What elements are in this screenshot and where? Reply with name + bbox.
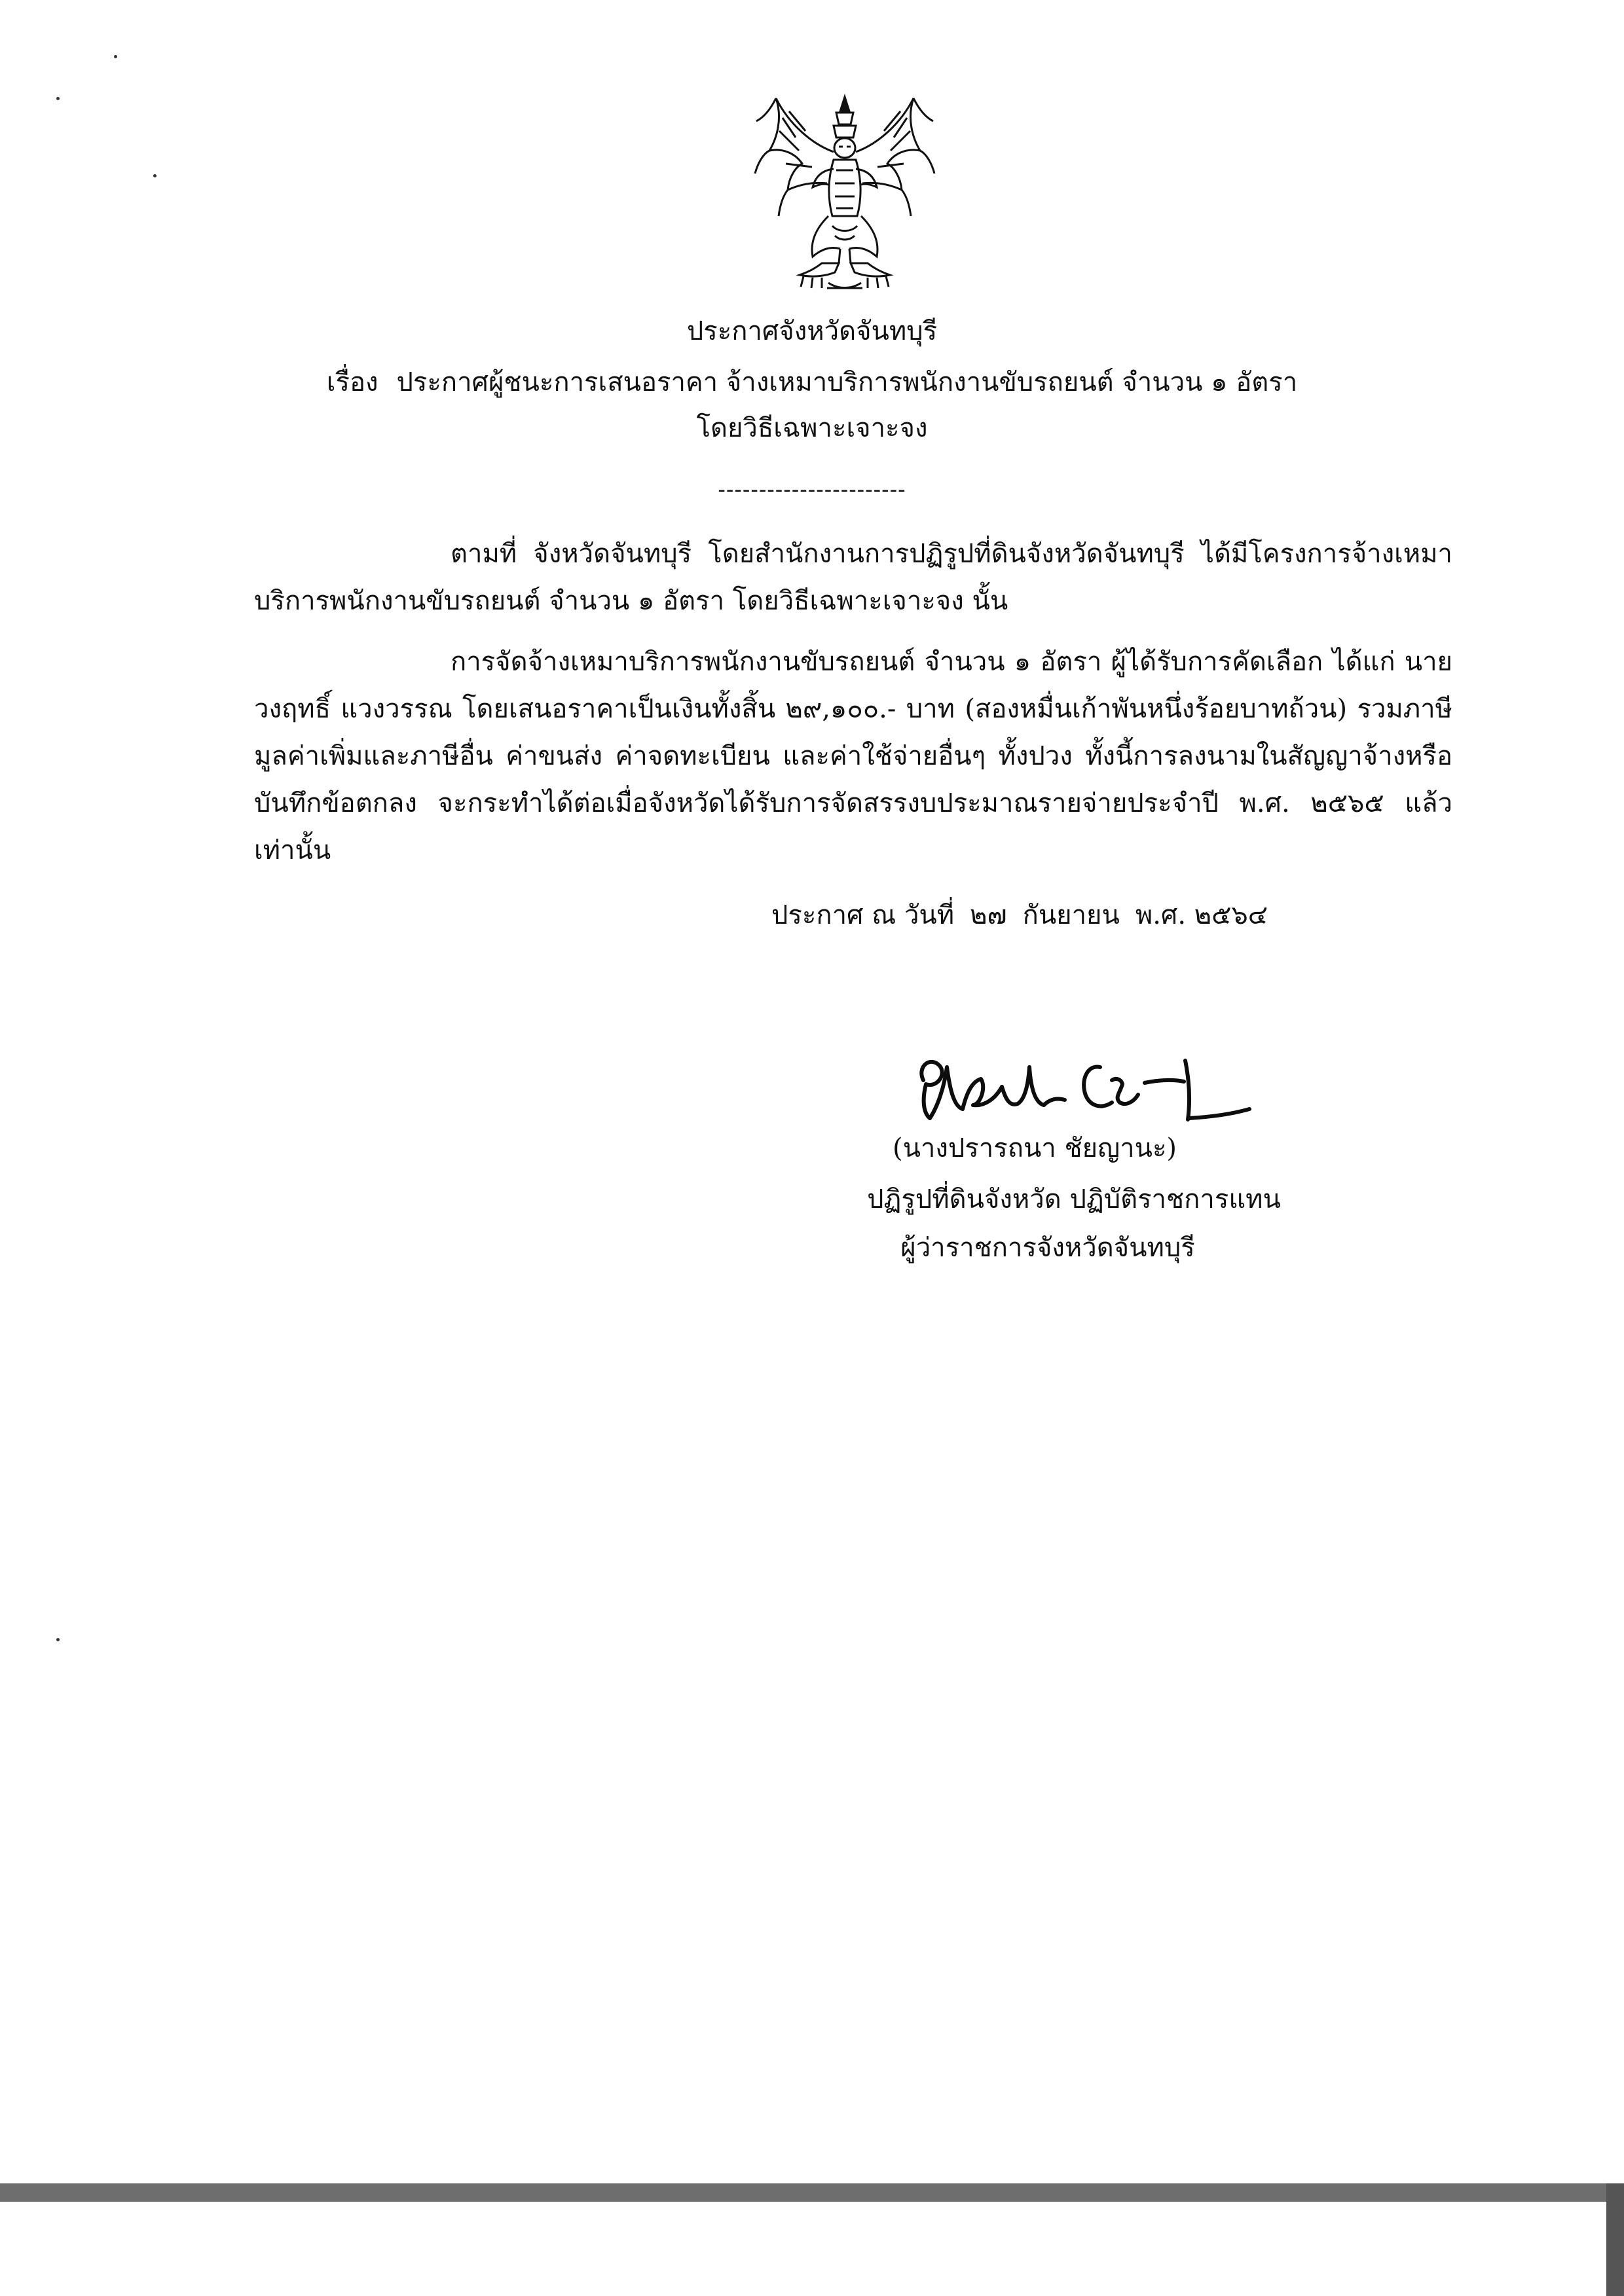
body-paragraph-2: การจัดจ้างเหมาบริการพนักงานขับรถยนต์ จำนวน ๑ อัตรา ผู้ได้รับการคัดเลือก ได้แก่ นายวงฤทธิ์ แวงวรรณ โดยเสนอราคาเป็นเงินทั้งสิ้น ๒๙,๑๐๐.- บาท (สองหมื่นเก้าพันหนึ่งร้อยบาทถ้วน) รวมภาษีมูลค่าเพิ่มและภาษีอื่น ค่าขนส่ง ค่าจดทะเบียน และค่าใช้จ่ายอื่นๆ ทั้งปวง ทั้งนี้การลงนามในสัญญาจ้างหรือบันทึกข้อตกลง จะกระทำได้ต่อเมื่อจังหวัดได้รับการจัดสรรงบประมาณรายจ่ายประจำปี พ.ศ. ๒๕๖๕ แล้วเท่านั้น	[254, 647, 1452, 866]
subject-text: ประกาศผู้ชนะการเสนอราคา จ้างเหมาบริการพนักงานขับรถยนต์ จำนวน ๑ อัตรา	[396, 367, 1298, 397]
date-prefix: ประกาศ ณ วันที่	[771, 900, 955, 930]
scan-speck	[56, 1638, 60, 1641]
scan-speck	[153, 174, 157, 177]
scan-speck	[56, 97, 60, 100]
scan-speck	[114, 55, 117, 58]
separator-line: -----------------------	[718, 477, 906, 503]
scan-edge-bar	[0, 2183, 1624, 2202]
signatory-acting-for: ผู้ว่าราชการจังหวัดจันทบุรี	[900, 1233, 1195, 1263]
signatory-position: ปฏิรูปที่ดินจังหวัด ปฏิบัติราชการแทน	[867, 1184, 1281, 1214]
date-month: กันยายน	[1022, 900, 1120, 930]
date-day: ๒๗	[970, 900, 1007, 930]
subject-label: เรื่อง	[326, 367, 378, 397]
procurement-method: โดยวิธีเฉพาะเจาะจง	[696, 413, 928, 443]
announcement-date	[771, 898, 1268, 932]
date-year: พ.ศ. ๒๕๖๔	[1135, 900, 1268, 930]
announcement-title: ประกาศจังหวัดจันทบุรี	[686, 316, 938, 346]
scan-edge-corner	[1606, 2183, 1624, 2296]
garuda-emblem-icon	[750, 92, 940, 295]
subject-line	[0, 365, 1624, 399]
body-paragraph-1: ตามที่ จังหวัดจันทบุรี โดยสำนักงานการปฏิรูปที่ดินจังหวัดจันทบุรี ได้มีโครงการจ้างเหมาบริการพนักงานขับรถยนต์ จำนวน ๑ อัตรา โดยวิธีเฉพาะเจาะจง นั้น	[254, 539, 1452, 616]
handwritten-signature	[904, 1041, 1257, 1126]
signatory-name: (นางปรารถนา ชัยญานะ)	[892, 1133, 1177, 1163]
